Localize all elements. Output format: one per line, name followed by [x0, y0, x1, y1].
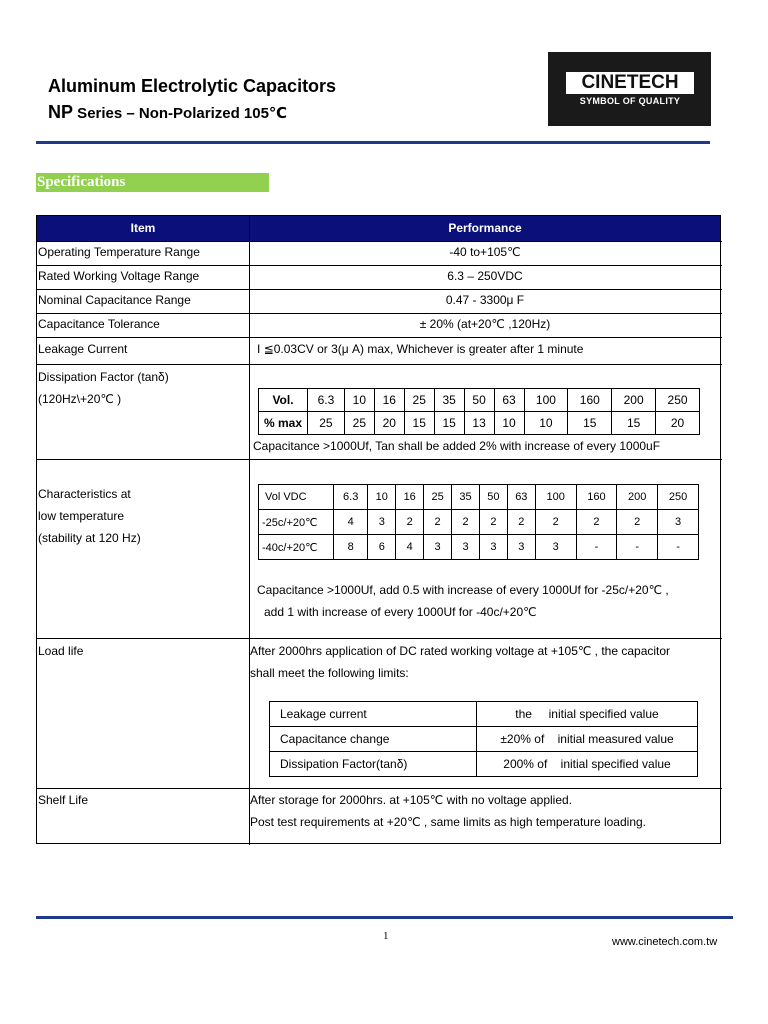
- dissipation-value-row: [259, 412, 700, 435]
- low-temp-minus40-cell: 3: [535, 535, 576, 560]
- low-temp-vol-label: Vol VDC: [259, 485, 334, 510]
- dissipation-voltage-row: [259, 389, 700, 412]
- low-temp-minus25-cell: 2: [424, 510, 452, 535]
- dissipation-value-cell: 20: [374, 412, 404, 435]
- low-temp-voltage-cell: 10: [368, 485, 396, 510]
- item-operating-temperature: Operating Temperature Range: [38, 245, 200, 259]
- low-temp-minus40-cell: 4: [396, 535, 424, 560]
- low-temp-minus40-row: [259, 535, 699, 560]
- dissipation-voltage-cell: 10: [344, 389, 374, 412]
- low-temp-voltage-cell: 25: [424, 485, 452, 510]
- row-divider: [37, 364, 722, 365]
- series-subtitle: [48, 102, 287, 123]
- dissipation-value-cell: 10: [524, 412, 568, 435]
- low-temp-voltage-cell: 160: [576, 485, 617, 510]
- logo-name: CINETECH: [566, 72, 694, 94]
- limit-value: 200% of initial specified value: [477, 752, 698, 777]
- item-capacitance-tolerance: Capacitance Tolerance: [38, 317, 160, 331]
- low-temp-minus25-cell: 2: [452, 510, 480, 535]
- load-life-limits-table: [269, 701, 698, 777]
- low-temp-minus40-cell: -: [576, 535, 617, 560]
- footer-rule: [36, 916, 733, 919]
- item-capacitance-range: Nominal Capacitance Range: [38, 293, 191, 307]
- page-number: 1: [383, 930, 389, 942]
- column-header-item: Item: [37, 216, 249, 241]
- item-dissipation-factor: Dissipation Factor (tanδ): [38, 370, 169, 384]
- section-title-bar: [36, 173, 269, 192]
- item-leakage-current: Leakage Current: [38, 342, 128, 356]
- series-description: Series – Non-Polarized 105℃: [73, 105, 288, 122]
- perf-capacitance-tolerance: ± 20% (at+20℃ ,120Hz): [419, 317, 551, 331]
- dissipation-voltage-cell: 100: [524, 389, 568, 412]
- limit-value: the initial specified value: [477, 702, 698, 727]
- dissipation-voltage-cell: 35: [434, 389, 464, 412]
- website-link[interactable]: www.cinetech.com.tw: [612, 936, 718, 948]
- low-temp-minus40-cell: -: [658, 535, 699, 560]
- low-temp-voltage-cell: 200: [617, 485, 658, 510]
- dissipation-max-label: % max: [259, 412, 308, 435]
- low-temp-voltage-row: [259, 485, 699, 510]
- limit-row-dissipation: [270, 752, 698, 777]
- low-temp-minus40-cell: 3: [452, 535, 480, 560]
- dissipation-voltage-cell: 50: [464, 389, 494, 412]
- limit-name: Capacitance change: [270, 727, 477, 752]
- item-shelf-life: Shelf Life: [38, 793, 89, 807]
- perf-capacitance-range: 0.47 - 3300μ F: [445, 293, 525, 307]
- dissipation-vol-label: Vol.: [259, 389, 308, 412]
- item-low-temp-line2: low temperature: [38, 509, 125, 523]
- logo-tagline: SYMBOL OF QUALITY: [579, 96, 681, 106]
- shelf-life-desc-line2: Post test requirements at +20℃ , same limits as high temperature loading.: [250, 815, 646, 829]
- row-divider: [37, 788, 722, 789]
- low-temp-minus25-cell: 2: [479, 510, 507, 535]
- low-temp-minus40-label: -40c/+20℃: [259, 535, 334, 560]
- low-temp-minus25-cell: 3: [658, 510, 699, 535]
- low-temperature-table: [258, 484, 699, 560]
- dissipation-value-cell: 15: [568, 412, 612, 435]
- row-divider: [37, 459, 722, 460]
- low-temp-minus25-cell: 3: [368, 510, 396, 535]
- low-temp-minus25-cell: 2: [617, 510, 658, 535]
- low-temp-minus25-label: -25c/+20℃: [259, 510, 334, 535]
- low-temp-minus25-cell: 2: [507, 510, 535, 535]
- column-header-performance: Performance: [250, 216, 720, 241]
- dissipation-voltage-cell: 63: [494, 389, 524, 412]
- perf-rated-voltage: 6.3 – 250VDC: [447, 269, 523, 283]
- dissipation-voltage-cell: 160: [568, 389, 612, 412]
- section-title: Specifications: [37, 174, 126, 190]
- document-title: Aluminum Electrolytic Capacitors: [48, 76, 337, 96]
- limit-row-leakage: [270, 702, 698, 727]
- low-temp-minus40-cell: 3: [507, 535, 535, 560]
- load-life-desc-line1: After 2000hrs application of DC rated working voltage at +105℃ , the capacitor: [250, 644, 671, 658]
- shelf-life-desc-line1: After storage for 2000hrs. at +105℃ with no voltage applied.: [250, 793, 573, 807]
- low-temp-minus25-cell: 2: [535, 510, 576, 535]
- low-temp-voltage-cell: 50: [479, 485, 507, 510]
- item-dissipation-conditions: (120Hz\+20℃ ): [38, 392, 122, 406]
- low-temp-voltage-cell: 63: [507, 485, 535, 510]
- low-temp-voltage-cell: 35: [452, 485, 480, 510]
- low-temp-minus40-cell: 6: [368, 535, 396, 560]
- row-divider: [37, 638, 722, 639]
- limit-name: Leakage current: [270, 702, 477, 727]
- spec-table: [36, 215, 721, 844]
- low-temp-minus25-cell: 2: [396, 510, 424, 535]
- load-life-desc-line2: shall meet the following limits:: [250, 666, 409, 680]
- low-temp-minus40-cell: 8: [334, 535, 368, 560]
- cinetech-logo: [548, 52, 711, 126]
- low-temp-note-line2: add 1 with increase of every 1000Uf for -40c/+20℃: [264, 605, 537, 619]
- dissipation-value-cell: 15: [612, 412, 656, 435]
- dissipation-voltage-cell: 25: [404, 389, 434, 412]
- limit-row-capacitance: [270, 727, 698, 752]
- dissipation-value-cell: 20: [656, 412, 700, 435]
- dissipation-note: Capacitance >1000Uf, Tan shall be added 2% with increase of every 1000uF: [253, 439, 661, 453]
- item-rated-voltage: Rated Working Voltage Range: [38, 269, 200, 283]
- header-rule: [36, 141, 710, 144]
- dissipation-voltage-cell: 6.3: [308, 389, 345, 412]
- low-temp-minus25-cell: 4: [334, 510, 368, 535]
- low-temp-voltage-cell: 16: [396, 485, 424, 510]
- dissipation-value-cell: 13: [464, 412, 494, 435]
- low-temp-minus25-row: [259, 510, 699, 535]
- dissipation-value-cell: 15: [434, 412, 464, 435]
- low-temp-note-line1: Capacitance >1000Uf, add 0.5 with increase of every 1000Uf for -25c/+20℃ ,: [257, 583, 669, 597]
- dissipation-voltage-cell: 16: [374, 389, 404, 412]
- low-temp-voltage-cell: 250: [658, 485, 699, 510]
- perf-leakage-current: I ≦0.03CV or 3(μ A) max, Whichever is greater after 1 minute: [257, 342, 584, 356]
- low-temp-minus40-cell: 3: [479, 535, 507, 560]
- item-low-temp-line3: (stability at 120 Hz): [38, 531, 141, 545]
- dissipation-value-cell: 15: [404, 412, 434, 435]
- dissipation-value-cell: 10: [494, 412, 524, 435]
- dissipation-voltage-cell: 250: [656, 389, 700, 412]
- item-low-temp-line1: Characteristics at: [38, 487, 131, 501]
- low-temp-voltage-cell: 6.3: [334, 485, 368, 510]
- limit-value: ±20% of initial measured value: [477, 727, 698, 752]
- item-load-life: Load life: [38, 644, 84, 658]
- low-temp-minus40-cell: -: [617, 535, 658, 560]
- dissipation-factor-table: [258, 388, 700, 435]
- limit-name: Dissipation Factor(tanδ): [270, 752, 477, 777]
- low-temp-voltage-cell: 100: [535, 485, 576, 510]
- low-temp-minus40-cell: 3: [424, 535, 452, 560]
- low-temp-minus25-cell: 2: [576, 510, 617, 535]
- dissipation-voltage-cell: 200: [612, 389, 656, 412]
- perf-operating-temperature: -40 to+105℃: [449, 245, 521, 259]
- series-code: NP: [48, 102, 74, 122]
- dissipation-value-cell: 25: [308, 412, 345, 435]
- dissipation-value-cell: 25: [344, 412, 374, 435]
